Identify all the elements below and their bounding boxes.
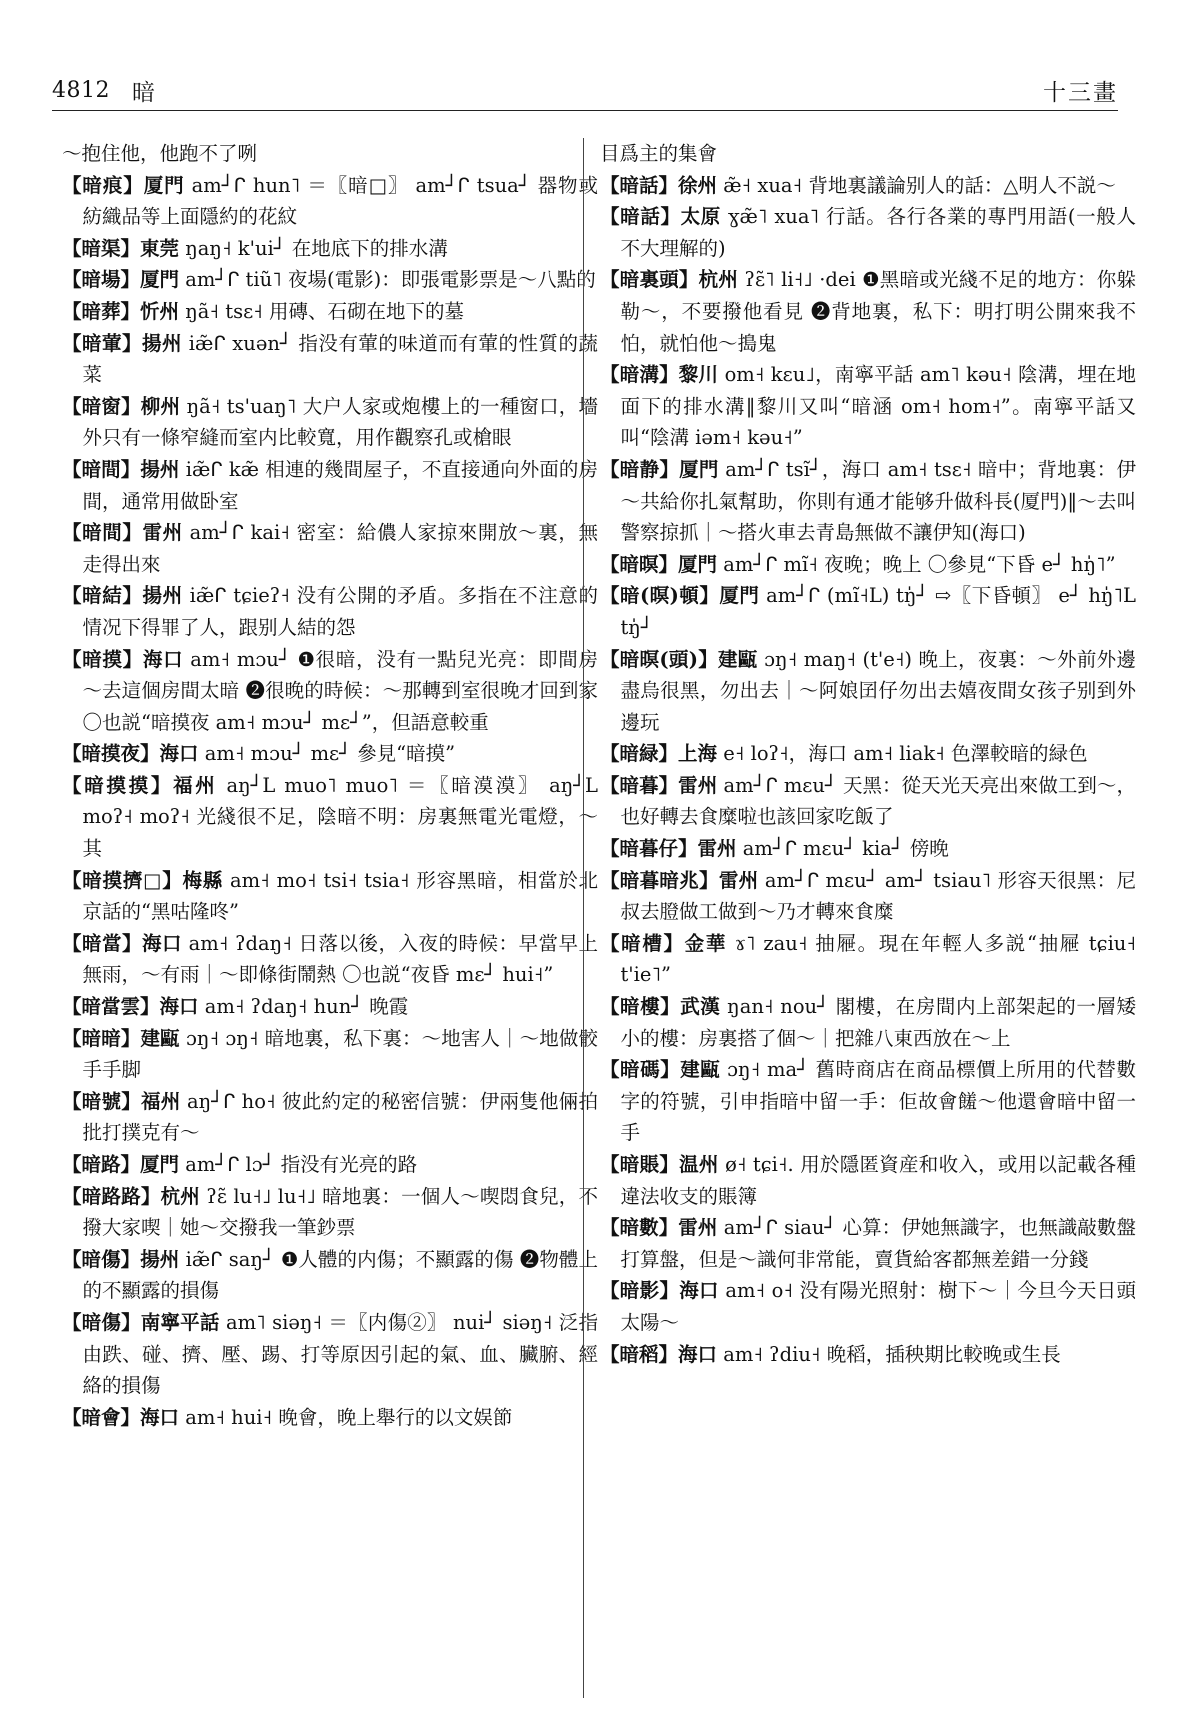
dictionary-entry <box>600 991 1136 1054</box>
entry-headword: 【暗當雲】 <box>62 995 160 1019</box>
entry-definition: ŋaŋ˧ k'ui┘ 在地底下的排水溝 <box>179 236 448 260</box>
dictionary-entry <box>600 580 1136 643</box>
entry-definition: ～抱住他，他跑不了咧 <box>62 142 258 165</box>
entry-dialect-location: 海口 <box>678 1342 718 1366</box>
entry-headword: 【暗葷】 <box>62 331 143 355</box>
entry-definition: iæ̃ᒋ kæ̃ 相連的幾間屋子，不直接通向外面的房間，通常用做卧室 <box>82 457 598 513</box>
entry-dialect-location: 南寧平話 <box>140 1310 220 1334</box>
entry-definition: æ̃˧ xua˧ 背地裏議論别人的話：△明人不説～ <box>717 173 1116 197</box>
entry-dialect-location: 雷州 <box>142 521 183 545</box>
dictionary-entry <box>62 644 598 739</box>
dictionary-entry <box>62 865 598 928</box>
entry-dialect-location: 武漢 <box>680 995 721 1019</box>
entry-definition: ʔɛ̃ lu˧˩ lu˧˩ 暗地裏：一個人～喫悶食兒，不撥大家喫｜她～交撥我一筆鈔票 <box>82 1184 598 1240</box>
dictionary-entry <box>600 201 1136 264</box>
entry-headword: 【暗渠】 <box>62 236 141 260</box>
entry-definition: am˧ mɔu┘ ❶很暗，没有一點兒光亮：即間房～去這個房間太暗 ❷很晚的時候：～那轉到室很晚才回到家 〇也説“暗摸夜 am˧ mɔu┘ mɛ┘”，但語意較重 <box>82 647 598 734</box>
dictionary-entry <box>62 738 598 770</box>
entry-dialect-location: 揚州 <box>140 457 180 481</box>
entry-headword: 【暗裏頭】 <box>600 268 699 292</box>
entry-dialect-location: 建甌 <box>140 1026 180 1050</box>
entry-headword: 【暗槽】 <box>600 931 685 955</box>
entry-dialect-location: 海口 <box>140 1405 180 1429</box>
dictionary-entry <box>600 1149 1136 1212</box>
entry-definition: ɣæ̃˥ xua˥ 行話。各行各業的專門用語(一般人不大理解的) <box>620 205 1136 260</box>
entry-dialect-location: 厦門 <box>143 173 185 197</box>
entry-definition: aŋ┘ᒋ ho˧ 彼此約定的秘密信號：伊兩隻他倆拍批打撲克有～ <box>82 1089 598 1145</box>
entry-dialect-location: 福州 <box>173 773 218 797</box>
dictionary-entry <box>62 233 598 265</box>
entry-definition: iæ̃ᒋ tɕieʔ˧ 没有公開的矛盾。多指在不注意的情况下得罪了人，跟别人結的怨 <box>82 584 598 639</box>
entry-headword: 【暗摸夜】 <box>62 742 160 766</box>
dictionary-entry <box>600 833 1136 865</box>
entry-headword: 【暗暝】 <box>600 552 679 576</box>
dictionary-entry <box>600 738 1136 770</box>
entry-dialect-location: 柳州 <box>140 394 181 418</box>
entry-headword: 【暗溝】 <box>600 363 679 387</box>
entry-dialect-location: 雷州 <box>678 1216 718 1240</box>
dictionary-entry <box>600 770 1136 833</box>
dictionary-entry <box>62 264 598 296</box>
entry-definition: am┘ᒋ siau┘ 心算：伊她無識字，也無識敲數盤打算盤，但是～識何非常能，賣貨給客都無差錯一分錢 <box>620 1216 1136 1271</box>
dictionary-entry <box>62 1244 598 1307</box>
entry-definition: am˧ mɔu┘ mɛ┘ 參見“暗摸” <box>198 742 456 766</box>
dictionary-entry <box>62 1402 598 1434</box>
dictionary-entry <box>600 138 1136 170</box>
entry-dialect-location: 杭州 <box>160 1184 200 1208</box>
entry-definition: ɔŋ˧ ɔŋ˧ 暗地裏，私下裏：～地害人｜～地做骹手手脚 <box>82 1026 598 1082</box>
entry-dialect-location: 建甌 <box>718 647 758 671</box>
dictionary-entry <box>62 517 598 580</box>
dictionary-entry <box>62 1086 598 1149</box>
entry-dialect-location: 厦門 <box>679 457 719 481</box>
entry-dialect-location: 揚州 <box>140 1247 180 1271</box>
entry-definition: ŋã˧ ts'uaŋ˥ 大户人家或炮樓上的一種窗口，墻外只有一條窄縫而室内比較寬，用作觀察孔或槍眼 <box>82 394 598 450</box>
entry-headword: 【暗傷】 <box>62 1247 141 1271</box>
entry-headword: 【暗葬】 <box>62 299 141 323</box>
entry-headword: 【暗號】 <box>62 1089 142 1113</box>
entry-dialect-location: 海口 <box>142 647 184 671</box>
entry-dialect-location: 東莞 <box>140 236 180 260</box>
dictionary-entry <box>600 170 1136 202</box>
dictionary-entry <box>62 170 598 233</box>
entry-headword: 【暗路】 <box>62 1153 141 1176</box>
right-column <box>600 138 1136 1708</box>
dictionary-entry <box>600 1212 1136 1275</box>
dictionary-entry <box>62 580 598 643</box>
entry-definition: am┘ᒋ mĩ˧ 夜晚；晚上 〇參見“下昏 e┘ hŋ̍˥” <box>717 552 1116 576</box>
entry-dialect-location: 徐州 <box>678 173 718 197</box>
entry-definition: am┘ᒋ tiũ˥ 夜場(電影)：即張電影票是～八點的 <box>179 268 596 292</box>
page-number: 4812 <box>52 77 110 103</box>
entry-headword: 【暗數】 <box>600 1216 679 1240</box>
entry-dialect-location: 梅縣 <box>182 868 224 892</box>
dictionary-entry <box>600 1339 1136 1371</box>
entry-headword: 【暗會】 <box>62 1405 141 1429</box>
entry-headword: 【暗間】 <box>62 521 143 545</box>
entry-definition: am┘ᒋ mɛu┘ am┘ tsiau˥ 形容天很黑：尼叔去膯做工做到～乃才轉來食糜 <box>620 868 1136 924</box>
entry-headword: 【暗緑】 <box>600 742 679 766</box>
entry-dialect-location: 海口 <box>159 742 199 766</box>
entry-definition: aŋ┘L muo˥ muo˥ ＝〖暗漠漠〗 aŋ┘L moʔ˧ moʔ˧ 光綫很不足，陰暗不明：房裏無電光電燈，～其 <box>82 773 598 861</box>
entry-definition: am┘ᒋ mɛu┘ kia┘ 傍晚 <box>736 837 949 861</box>
entry-dialect-location: 海口 <box>679 1279 719 1303</box>
entry-dialect-location: 厦門 <box>140 1153 180 1176</box>
entry-dialect-location: 雷州 <box>718 868 759 892</box>
entry-definition: ŋã˧ tsɛ˧ 用磚、石砌在地下的墓 <box>179 299 464 323</box>
entry-definition: ø˧ tɕi˧. 用於隱匿資産和收入，或用以記載各種違法收支的賬簿 <box>620 1153 1136 1208</box>
entry-headword: 【暗碼】 <box>600 1058 681 1082</box>
entry-definition: am˧ mo˧ tsi˧ tsia˧ 形容黑暗，相當於北京話的“黑咕隆咚” <box>82 868 598 924</box>
entry-definition: am˧ hui˧ 晚會，晚上舉行的以文娱節 <box>179 1405 513 1429</box>
entry-headword: 【暗話】 <box>600 205 681 229</box>
entry-headword: 【暗暝(頭)】 <box>600 647 719 671</box>
dictionary-entry <box>600 644 1136 739</box>
dictionary-entry <box>62 328 598 391</box>
entry-definition: iæ̃ᒋ saŋ┘ ❶人體的内傷；不顯露的傷 ❷物體上的不顯露的損傷 <box>82 1247 598 1303</box>
dictionary-entry <box>62 391 598 454</box>
dictionary-entry <box>62 296 598 328</box>
dictionary-entry <box>62 138 598 170</box>
entry-definition: ʔɛ̃˥ li˧˩ ·dei ❶黑暗或光綫不足的地方：你躲勒～，不要撥他看見 ❷背地裏，私下：明打明公開來我不怕，就怕他～搗鬼 <box>620 268 1136 355</box>
entry-dialect-location: 福州 <box>141 1089 181 1113</box>
entry-dialect-location: 厦門 <box>719 584 760 608</box>
entry-headword: 【暗窗】 <box>62 394 141 418</box>
entry-definition: am˧ ʔdiu˧ 晚稻，插秧期比較晚或生長 <box>717 1342 1061 1366</box>
dictionary-entry <box>600 1275 1136 1338</box>
entry-dialect-location: 黎川 <box>678 363 719 387</box>
stroke-section: 十三畫 <box>1043 79 1118 106</box>
entry-definition: am˧ ʔdaŋ˧ 日落以後，入夜的時候：早當早上無雨，～有雨｜～即條街鬧熱 〇也説“夜昏 mɛ┘ hui˧” <box>82 931 598 987</box>
entry-definition: am┘ᒋ kai˧ 密室：給儂人家掠來開放～裏，無走得出來 <box>82 521 598 576</box>
entry-definition: e˧ loʔ˧，海口 am˧ liak˧ 色澤較暗的緑色 <box>717 742 1088 766</box>
entry-headword: 【暗暗】 <box>62 1026 141 1050</box>
running-character: 暗 <box>132 79 155 106</box>
entry-definition: ɔŋ˧ maŋ˧ (t'e˧) 晚上，夜裏：～外前外邊盡烏很黑，勿出去｜～阿娘囝仔勿出去嬉夜間女孩子别到外邊玩 <box>620 647 1136 734</box>
entry-headword: 【暗話】 <box>600 173 679 197</box>
entry-dialect-location: 海口 <box>159 995 199 1019</box>
entry-headword: 【暗痕】 <box>62 173 144 197</box>
entry-headword: 【暗當】 <box>62 931 142 955</box>
entry-definition: om˧ kɛu˩，南寧平話 am˥ kəu˧ 陰溝，埋在地面下的排水溝‖黎川又叫“暗涵 om˧ hom˧”。南寧平話又叫“陰溝 iəm˧ kəu˧” <box>620 363 1136 450</box>
entry-dialect-location: 雷州 <box>697 837 737 861</box>
entry-dialect-location: 厦門 <box>140 268 180 292</box>
header-rule <box>52 110 1118 111</box>
entry-definition: am┘ᒋ mɛu┘ 天黑：從天光天亮出來做工到～，也好轉去食糜啦也該回家吃飯了 <box>620 773 1136 829</box>
page-header <box>52 72 1118 108</box>
entry-headword: 【暗摸擠□】 <box>62 868 183 892</box>
dictionary-entry <box>600 865 1136 928</box>
entry-definition: am┘ᒋ (mĩ˧L) tŋ̍┘ ⇨〖下昏頓〗 e┘ hŋ̍˥L tŋ̍┘ <box>620 584 1136 639</box>
entry-headword: 【暗樓】 <box>600 995 681 1019</box>
dictionary-entry <box>62 770 598 865</box>
entry-headword: 【暗路路】 <box>62 1184 161 1208</box>
entry-dialect-location: 海口 <box>141 931 182 955</box>
column-divider <box>583 138 584 1698</box>
dictionary-entry <box>600 549 1136 581</box>
entry-headword: 【暗暮仔】 <box>600 837 698 861</box>
dictionary-entry <box>62 1023 598 1086</box>
entry-definition: am˥ siəŋ˧ ＝〖内傷②〗 nui┘ siəŋ˧ 泛指由跌、碰、擠、壓、踢、打等原因引起的氣、血、臟腑、經絡的損傷 <box>82 1310 598 1398</box>
entry-definition: am┘ᒋ tsĩ┘，海口 am˧ tsɛ˧ 暗中；背地裏：伊～共給你扎氣幫助，你則有通才能够升做科長(厦門)‖～去叫警察掠抓｜～搭火車去青島無做不讓伊知(海口) <box>620 457 1136 545</box>
entry-definition: am˧ o˧ 没有陽光照射：樹下～｜今旦今天日頭太陽～ <box>620 1279 1136 1334</box>
entry-headword: 【暗場】 <box>62 268 141 292</box>
entry-headword: 【暗傷】 <box>62 1310 141 1334</box>
entry-definition: ŋan˧ nou┘ 閣樓，在房間内上部架起的一層矮小的樓：房裏搭了個～｜把雜八東西放在～上 <box>620 995 1136 1050</box>
entry-headword: 【暗影】 <box>600 1279 680 1303</box>
entry-definition: am˧ ʔdaŋ˧ hun┘ 晚霞 <box>198 995 409 1019</box>
dictionary-entry <box>62 991 598 1023</box>
entry-dialect-location: 揚州 <box>142 331 183 355</box>
left-column <box>62 138 598 1708</box>
entry-dialect-location: 太原 <box>680 205 721 229</box>
entry-dialect-location: 金華 <box>684 931 728 955</box>
entry-headword: 【暗結】 <box>62 584 143 608</box>
dictionary-entry <box>600 1054 1136 1149</box>
entry-headword: 【暗賬】 <box>600 1153 680 1176</box>
entry-headword: 【暗摸】 <box>62 647 143 671</box>
entry-definition: ɔŋ˧ ma┘ 舊時商店在商品標價上所用的代替數字的符號，引申指暗中留一手：佢故會饈～他還會暗中留一手 <box>620 1058 1136 1145</box>
entry-definition: am┘ᒋ lɔ┘ 指没有光亮的路 <box>179 1153 418 1176</box>
entry-dialect-location: 建甌 <box>680 1058 721 1082</box>
entry-dialect-location: 温州 <box>679 1153 719 1176</box>
entry-definition: 目爲主的集會 <box>600 142 718 165</box>
dictionary-entry <box>600 264 1136 359</box>
entry-dialect-location: 上海 <box>678 742 718 766</box>
entry-definition: iæ̃ᒋ xuən┘ 指没有葷的味道而有葷的性質的蔬菜 <box>82 331 598 387</box>
entry-headword: 【暗暮】 <box>600 773 679 797</box>
dictionary-entry <box>62 1307 598 1402</box>
entry-dialect-location: 雷州 <box>678 773 718 797</box>
entry-dialect-location: 厦門 <box>678 552 718 576</box>
entry-dialect-location: 揚州 <box>142 584 183 608</box>
entry-definition: am┘ᒋ hun˥ ＝〖暗□〗 am┘ᒋ tsua┘ 器物或紡織品等上面隱約的花紋 <box>82 173 598 229</box>
entry-headword: 【暗間】 <box>62 457 141 481</box>
dictionary-entry <box>600 359 1136 454</box>
dictionary-entry <box>62 454 598 517</box>
entry-dialect-location: 忻州 <box>140 299 180 323</box>
entry-headword: 【暗稻】 <box>600 1342 679 1366</box>
entry-headword: 【暗摸摸】 <box>62 773 174 797</box>
dictionary-entry <box>600 454 1136 549</box>
entry-headword: 【暗静】 <box>600 457 680 481</box>
entry-dialect-location: 杭州 <box>698 268 739 292</box>
entry-headword: 【暗暮暗兆】 <box>600 868 719 892</box>
dictionary-entry <box>62 1149 598 1181</box>
dictionary-entry <box>62 928 598 991</box>
dictionary-entry <box>600 928 1136 991</box>
dictionary-entry <box>62 1181 598 1244</box>
entry-headword: 【暗(暝)頓】 <box>600 584 720 608</box>
entry-definition: ɤ˥ zau˧ 抽屜。現在年輕人多説“抽屜 tɕiu˧ t'ie˥” <box>620 931 1136 987</box>
